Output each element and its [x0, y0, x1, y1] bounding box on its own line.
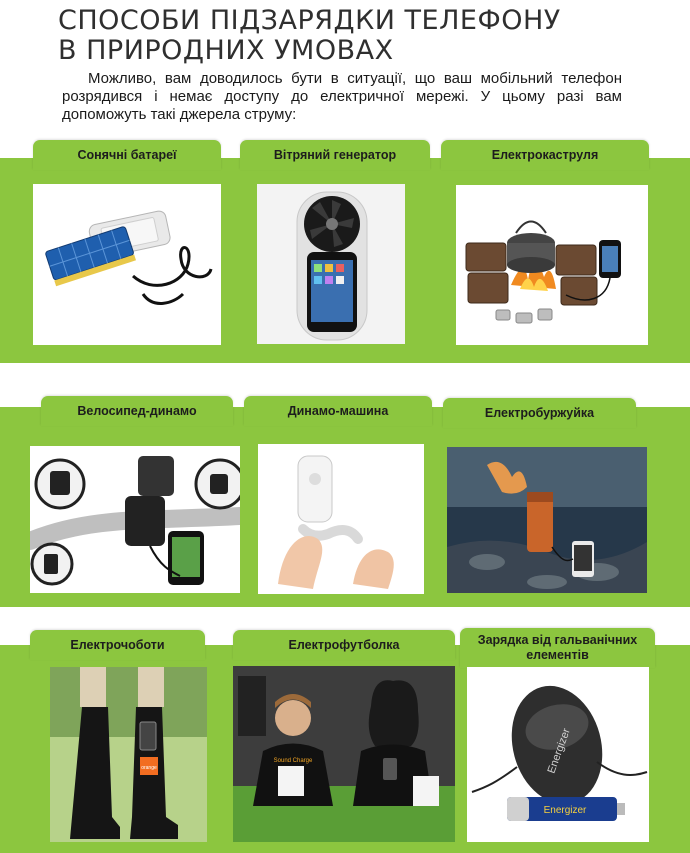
tab-electric-tshirt: Електрофутболка [233, 630, 455, 660]
battery-charger-photo [467, 667, 649, 842]
hand-dynamo-photo [258, 444, 424, 594]
electric-stove-photo [447, 447, 647, 593]
tab-bicycle-dynamo: Велосипед-динамо [41, 396, 233, 426]
page-title-line-2: В ПРИРОДНИХ УМОВАХ [58, 35, 394, 66]
phone-icon [572, 541, 594, 577]
tab-electric-pot: Електрокаструля [441, 140, 649, 170]
bicycle-dynamo-photo [30, 446, 240, 593]
tab-battery-charger: Зарядка від гальванічних елементів [460, 628, 655, 668]
tab-electric-boots: Електрочоботи [30, 630, 205, 660]
battery-brand-text: Energizer [543, 805, 587, 816]
tab-wind-generator: Вітряний генератор [240, 140, 430, 170]
electric-tshirt-photo [233, 666, 455, 842]
phone-icon [168, 531, 204, 585]
boots-brand-text: orange [141, 765, 157, 771]
electric-boots-photo [50, 667, 207, 842]
page-title-line-1: СПОСОБИ ПІДЗАРЯДКИ ТЕЛЕФОНУ [58, 5, 561, 36]
charger-brand-text: Energizer [545, 726, 573, 776]
tab-electric-stove: Електробуржуйка [443, 398, 636, 428]
tab-hand-dynamo: Динамо-машина [244, 396, 432, 426]
page-title [58, 6, 658, 66]
phone-icon [307, 252, 357, 332]
phone-icon [599, 240, 621, 278]
intro-paragraph: Можливо, вам доводилось бути в ситуації, що ваш мобільний телефон розрядився і немає доступу до електричної мережі. У цьому разі вам допоможуть такі джерела струму: [62, 70, 622, 123]
tshirt-text: Sound Charge [273, 758, 313, 764]
electric-pot-photo [456, 185, 648, 345]
solar-charger-photo [33, 184, 221, 345]
wind-generator-photo [257, 184, 405, 344]
battery-icon [507, 797, 625, 821]
tab-solar-batteries: Сонячні батареї [33, 140, 221, 170]
